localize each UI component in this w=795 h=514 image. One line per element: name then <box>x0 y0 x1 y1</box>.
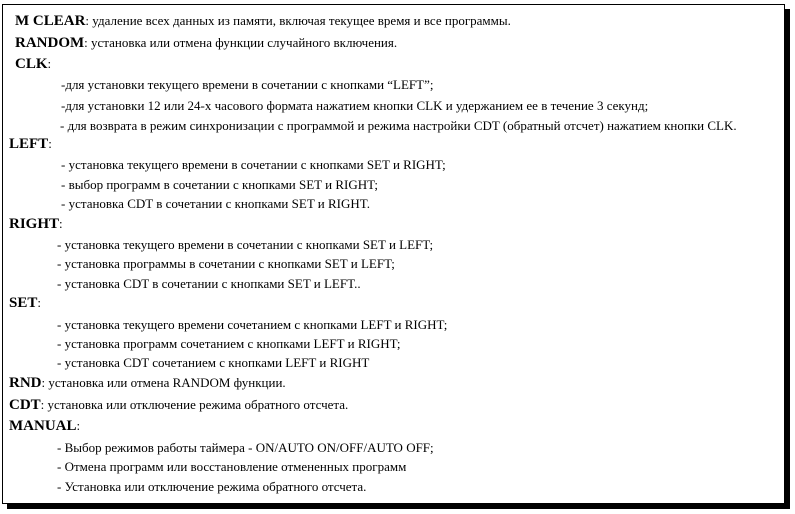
entry-text: установка или отмена RANDOM функции. <box>45 375 286 390</box>
entry-separator: : <box>84 35 88 50</box>
entry-separator: : <box>47 56 52 71</box>
document-frame <box>2 4 785 504</box>
entry-term: SET <box>9 295 38 311</box>
entry-separator: : <box>76 418 81 433</box>
entry-manual <box>9 418 80 434</box>
entry-set <box>9 295 41 311</box>
entry-term: CLK <box>15 56 48 72</box>
list-item: -для установки 12 или 24-х часового формата нажатием кнопки CLK и удержанием ее в течение 3 секунд; <box>61 98 649 113</box>
list-item: - установка CDT в сочетании с кнопками SET и RIGHT. <box>61 196 370 211</box>
entry-term: RANDOM <box>15 35 85 51</box>
entry-right <box>9 216 63 232</box>
entry-separator: : <box>59 216 63 231</box>
entry-separator: : <box>40 397 45 412</box>
list-item: - установка CDT сочетанием с кнопками LEFT и RIGHT <box>57 355 370 370</box>
entry-cdt <box>9 397 348 413</box>
entry-term: RND <box>9 375 42 391</box>
entry-separator: : <box>37 295 41 310</box>
entry-separator: : <box>41 375 46 390</box>
list-item: - установка текущего времени в сочетании с кнопками SET и LEFT; <box>57 237 434 252</box>
list-item: -для установки текущего времени в сочетании с кнопками “LEFT”; <box>61 77 434 92</box>
entry-left <box>9 136 52 152</box>
entry-term: CDT <box>9 397 41 413</box>
list-item: - Отмена программ или восстановление отмененных программ <box>57 459 407 474</box>
list-item: - установка программы в сочетании с кнопками SET и LEFT; <box>57 256 395 271</box>
list-item: - Выбор режимов работы таймера - ON/AUTO ON/OFF/AUTO OFF; <box>57 440 434 455</box>
entry-rnd <box>9 375 286 391</box>
list-item: - установка программ сочетанием с кнопками LEFT и RIGHT; <box>57 336 401 351</box>
list-item: - Установка или отключение режима обратного отсчета. <box>57 479 367 494</box>
entry-text: установка или отключение режима обратного отсчета. <box>44 397 349 412</box>
list-item: - выбор программ в сочетании с кнопками SET и RIGHT; <box>61 177 378 192</box>
list-item: - установка CDT в сочетании с кнопками SET и LEFT.. <box>57 276 361 291</box>
entry-term: RIGHT <box>9 216 60 232</box>
entry-clk <box>15 56 51 72</box>
list-item: - для возврата в режим синхронизации с программой и режима настройки CDT (обратный отсчет) нажатием кнопки CLK. <box>60 118 737 133</box>
entry-separator: : <box>48 136 52 151</box>
entry-term: LEFT <box>9 136 49 152</box>
entry-text: удаление всех данных из памяти, включая текущее время и все программы. <box>89 13 511 28</box>
entry-term: MANUAL <box>9 418 77 434</box>
entry-m-clear <box>15 13 511 29</box>
list-item: - установка текущего времени в сочетании с кнопками SET и RIGHT; <box>61 157 446 172</box>
entry-random <box>15 35 397 51</box>
entry-separator: : <box>85 13 90 28</box>
list-item: - установка текущего времени сочетанием с кнопками LEFT и RIGHT; <box>57 317 448 332</box>
entry-term: M CLEAR <box>15 13 86 29</box>
entry-text: установка или отмена функции случайного включения. <box>87 35 398 50</box>
